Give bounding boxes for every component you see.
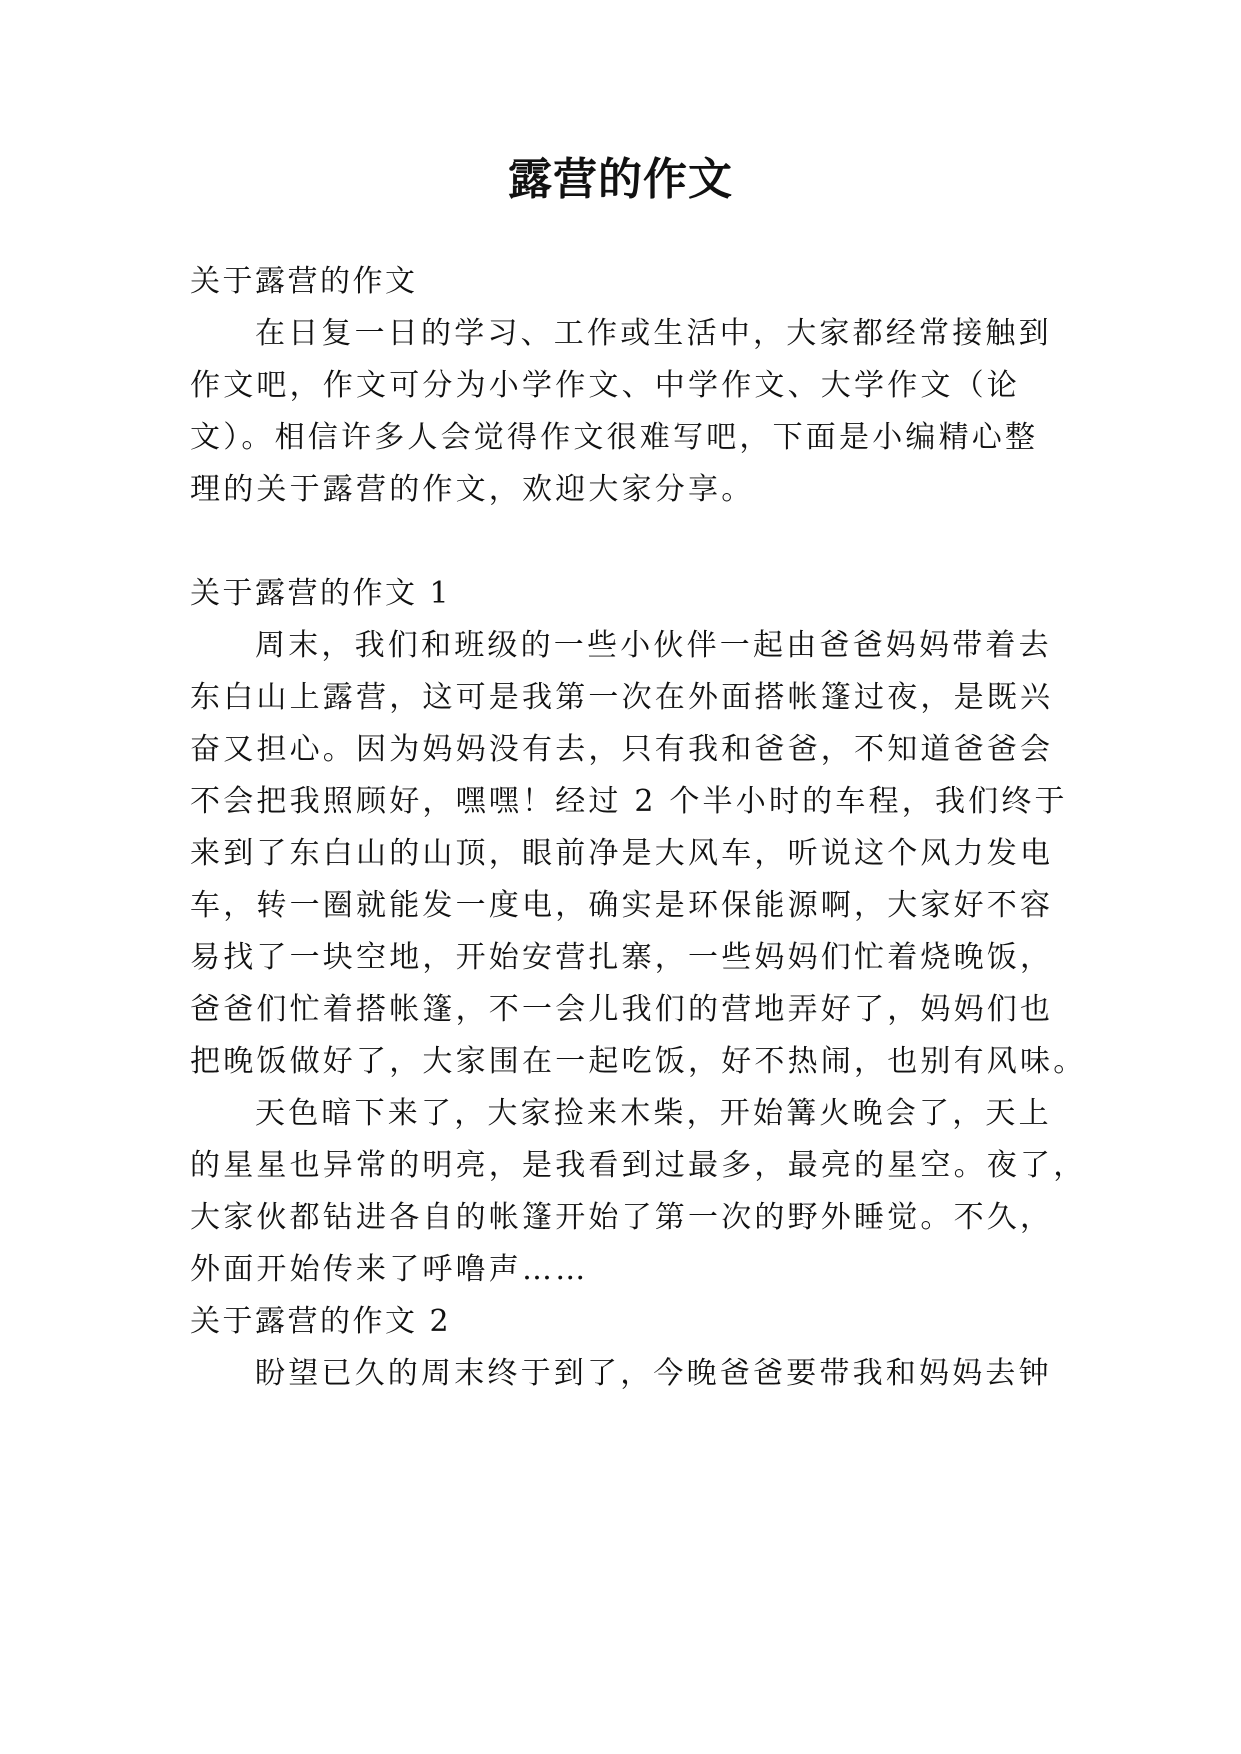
paragraph-line: 盼望已久的周末终于到了，今晚爸爸要带我和妈妈去钟 — [255, 1356, 1052, 1391]
paragraph-line: 外面开始传来了呼噜声…… — [190, 1252, 589, 1287]
paragraph-line: 的星星也异常的明亮，是我看到过最多，最亮的星空。夜了， — [190, 1148, 1087, 1183]
essay-1-heading: 关于露营的作文 1 — [190, 576, 452, 611]
paragraph-line: 来到了东白山的山顶，眼前净是大风车，听说这个风力发电 — [190, 836, 1054, 871]
paragraph-line: 易找了一块空地，开始安营扎寨，一些妈妈们忙着烧晚饭， — [190, 940, 1054, 975]
paragraph-line: 文）。相信许多人会觉得作文很难写吧，下面是小编精心整 — [190, 420, 1039, 455]
paragraph-line: 东白山上露营，这可是我第一次在外面搭帐篷过夜，是既兴 — [190, 680, 1054, 715]
paragraph-line: 把晚饭做好了，大家围在一起吃饭，好不热闹，也别有风味。 — [190, 1044, 1087, 1079]
paragraph-line: 爸爸们忙着搭帐篷，不一会儿我们的营地弄好了，妈妈们也 — [190, 992, 1054, 1027]
paragraph-line: 理的关于露营的作文，欢迎大家分享。 — [190, 472, 755, 507]
paragraph-line: 周末，我们和班级的一些小伙伴一起由爸爸妈妈带着去 — [255, 628, 1052, 663]
paragraph-line: 作文吧，作文可分为小学作文、中学作文、大学作文（论 — [190, 368, 1020, 403]
paragraph-line: 天色暗下来了，大家捡来木柴，开始篝火晚会了，天上 — [255, 1096, 1052, 1131]
paragraph-line: 在日复一日的学习、工作或生活中，大家都经常接触到 — [255, 316, 1052, 351]
paragraph-line: 车，转一圈就能发一度电，确实是环保能源啊，大家好不容 — [190, 888, 1054, 923]
paragraph-line: 奋又担心。因为妈妈没有去，只有我和爸爸，不知道爸爸会 — [190, 732, 1054, 767]
paragraph-line: 不会把我照顾好，嘿嘿！经过 2 个半小时的车程，我们终于 — [190, 784, 1068, 819]
essay-2-heading: 关于露营的作文 2 — [190, 1304, 452, 1339]
paragraph-line: 大家伙都钻进各自的帐篷开始了第一次的野外睡觉。不久， — [190, 1200, 1054, 1235]
intro-heading: 关于露营的作文 — [190, 264, 418, 299]
document-title: 露营的作文 — [508, 154, 733, 205]
